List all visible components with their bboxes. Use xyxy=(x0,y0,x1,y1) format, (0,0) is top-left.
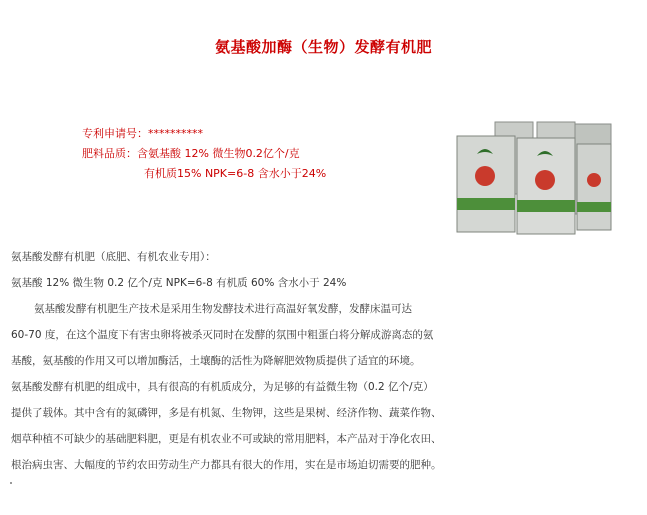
quality-line-2: 有机质15% NPK=6-8 含水小于24% xyxy=(144,167,327,180)
quality-line-1: 含氨基酸 12% 微生物0.2亿个/克 xyxy=(137,147,300,160)
paragraph-2-line-2: 提供了载体。其中含有的氮磷钾，多是有机氮、生物钾，这些是果树、经济作物、蔬菜作物、 xyxy=(11,407,442,419)
bag-center xyxy=(517,138,575,234)
quality-row-2 xyxy=(82,164,326,184)
paragraph-1-line-3: 基酸，氨基酸的作用又可以增加酶活，土壤酶的活性为降解肥效物质提供了适宜的环境。 xyxy=(11,355,421,367)
patent-row xyxy=(82,124,326,144)
bag-left xyxy=(457,136,515,232)
stats-line: 氨基酸 12% 微生物 0.2 亿个/克 NPK=6-8 有机质 60% 含水小于 24% xyxy=(11,277,347,289)
bag-right xyxy=(577,144,611,230)
description xyxy=(11,244,497,478)
quality-row xyxy=(82,144,326,164)
page-title: 氨基酸加酶（生物）发酵有机肥 xyxy=(214,38,432,56)
stray-dot xyxy=(10,482,12,484)
paragraph-1-line-1: 氨基酸发酵有机肥生产技术是采用生物发酵技术进行高温好氧发酵，发酵床温可达 xyxy=(34,303,412,315)
patent-value: ********** xyxy=(148,127,203,140)
paragraph-2-line-1: 氨基酸发酵有机肥的组成中，具有很高的有机质成分，为足够的有益微生物（0.2 亿个/克） xyxy=(11,381,434,393)
patent-label: 专利申请号： xyxy=(82,127,148,140)
paragraph-2-line-3: 烟草种植不可缺少的基础肥料肥，更是有机农业不可或缺的常用肥料，本产品对于净化农田、 xyxy=(11,433,442,445)
section-heading: 氨基酸发酵有机肥（底肥、有机农业专用）： xyxy=(11,251,216,263)
quality-label: 肥料品质： xyxy=(82,147,137,160)
fertilizer-bags-image xyxy=(455,118,615,236)
paragraph-1-line-2: 60-70 度，在这个温度下有害虫卵将被杀灭同时在发酵的氛围中粗蛋白将分解成游离态的氨 xyxy=(11,329,434,341)
product-spec xyxy=(82,124,326,184)
paragraph-2-line-4: 根治病虫害、大幅度的节约农田劳动生产力都具有很大的作用，实在是市场迫切需要的肥种。 xyxy=(11,459,442,471)
